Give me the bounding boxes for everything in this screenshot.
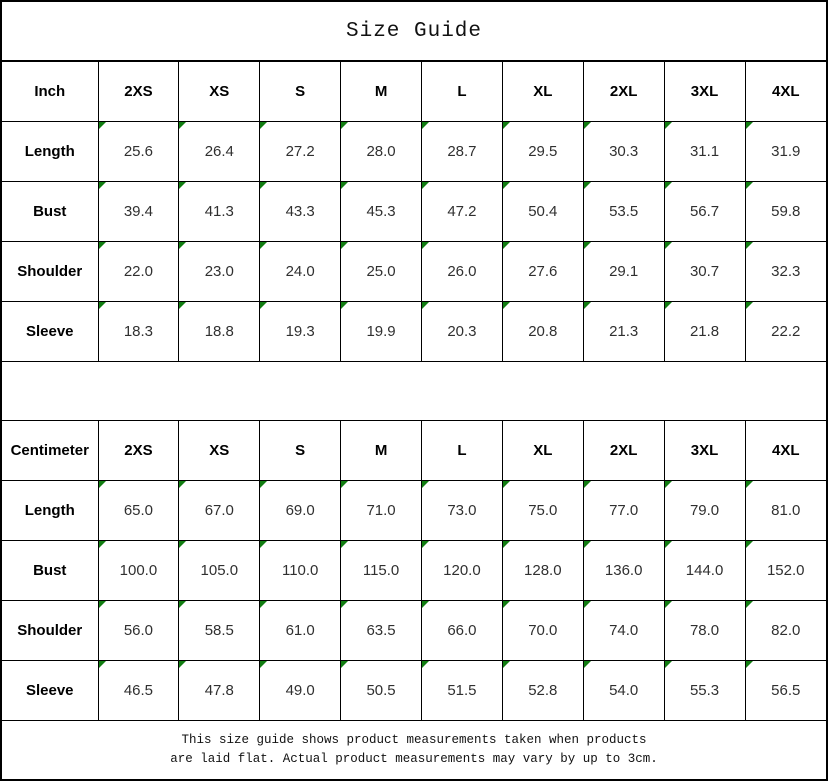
size-value-cell xyxy=(422,302,503,362)
size-value-cell xyxy=(341,182,422,242)
size-value-cell xyxy=(502,122,583,182)
corner-marker-icon xyxy=(503,661,510,668)
size-header-cell: M xyxy=(341,421,422,481)
size-value-text: 25.6 xyxy=(123,143,154,160)
size-value-text: 22.0 xyxy=(123,263,154,280)
corner-marker-icon xyxy=(746,541,753,548)
size-value-cell xyxy=(745,481,826,541)
size-value-text: 43.3 xyxy=(285,203,315,220)
corner-marker-icon xyxy=(179,302,186,309)
size-value-cell xyxy=(98,302,179,362)
corner-marker-icon xyxy=(260,601,267,608)
size-value-cell xyxy=(179,122,260,182)
corner-marker-icon xyxy=(179,122,186,129)
size-value-cell xyxy=(745,541,826,601)
measurement-row xyxy=(2,481,826,541)
size-header-cell: S xyxy=(260,62,341,122)
size-value-cell xyxy=(583,122,664,182)
size-value-cell xyxy=(664,661,745,721)
size-value-cell xyxy=(179,601,260,661)
size-value-cell xyxy=(260,481,341,541)
size-value-cell xyxy=(422,242,503,302)
corner-marker-icon xyxy=(179,481,186,488)
corner-marker-icon xyxy=(665,541,672,548)
corner-marker-icon xyxy=(584,182,591,189)
footer-note-line2: are laid flat. Actual product measurements may vary by up to 3cm. xyxy=(170,752,658,766)
size-value-cell xyxy=(98,182,179,242)
size-value-cell xyxy=(341,122,422,182)
size-value-text: 28.0 xyxy=(366,143,396,160)
size-value-cell xyxy=(179,541,260,601)
size-value-text: 29.5 xyxy=(528,143,558,160)
measurement-row xyxy=(2,122,826,182)
size-header-cell: XS xyxy=(179,62,260,122)
corner-marker-icon xyxy=(422,541,429,548)
size-value-text: 67.0 xyxy=(204,502,234,519)
size-value-text: 47.2 xyxy=(447,203,477,220)
corner-marker-icon xyxy=(422,481,429,488)
size-value-cell xyxy=(260,302,341,362)
size-value-text: 30.3 xyxy=(609,143,639,160)
size-value-text: 25.0 xyxy=(366,263,396,280)
size-value-cell xyxy=(745,182,826,242)
size-value-text: 71.0 xyxy=(366,502,396,519)
size-value-text: 50.5 xyxy=(366,682,396,699)
corner-marker-icon xyxy=(665,601,672,608)
size-value-text: 31.1 xyxy=(689,143,720,160)
size-header-cell: 2XS xyxy=(98,421,179,481)
size-value-cell xyxy=(179,242,260,302)
size-value-text: 20.8 xyxy=(528,323,558,340)
corner-marker-icon xyxy=(503,182,510,189)
size-value-cell xyxy=(664,481,745,541)
measurement-row xyxy=(2,601,826,661)
size-value-cell xyxy=(422,601,503,661)
size-value-cell xyxy=(422,122,503,182)
size-value-cell xyxy=(745,601,826,661)
corner-marker-icon xyxy=(341,242,348,249)
size-value-text: 115.0 xyxy=(362,562,400,579)
size-value-text: 26.0 xyxy=(447,263,477,280)
corner-marker-icon xyxy=(260,302,267,309)
size-value-cell xyxy=(341,242,422,302)
size-value-text: 22.2 xyxy=(771,323,801,340)
size-header-cell: 4XL xyxy=(745,421,826,481)
corner-marker-icon xyxy=(99,182,106,189)
size-value-text: 32.3 xyxy=(771,263,801,280)
size-value-text: 120.0 xyxy=(443,562,481,579)
corner-marker-icon xyxy=(503,302,510,309)
size-value-cell xyxy=(502,481,583,541)
corner-marker-icon xyxy=(746,601,753,608)
corner-marker-icon xyxy=(422,661,429,668)
corner-marker-icon xyxy=(665,481,672,488)
size-value-cell xyxy=(502,601,583,661)
size-value-cell xyxy=(422,182,503,242)
size-value-cell xyxy=(422,541,503,601)
size-table-inch xyxy=(2,61,826,362)
corner-marker-icon xyxy=(99,481,106,488)
size-value-text: 81.0 xyxy=(771,502,801,519)
size-header-cell: 2XS xyxy=(98,62,179,122)
size-value-cell xyxy=(260,661,341,721)
footer-note-line1: This size guide shows product measurements taken when products xyxy=(181,733,647,748)
corner-marker-icon xyxy=(260,242,267,249)
size-value-cell xyxy=(583,302,664,362)
size-header-cell: L xyxy=(422,62,503,122)
corner-marker-icon xyxy=(584,242,591,249)
corner-marker-icon xyxy=(746,242,753,249)
corner-marker-icon xyxy=(179,541,186,548)
size-value-text: 50.4 xyxy=(528,203,558,220)
size-value-cell xyxy=(260,122,341,182)
corner-marker-icon xyxy=(99,122,106,129)
size-header-cell: 4XL xyxy=(745,62,826,122)
corner-marker-icon xyxy=(422,601,429,608)
size-value-text: 73.0 xyxy=(447,502,477,519)
size-value-cell xyxy=(98,122,179,182)
size-value-cell xyxy=(341,302,422,362)
corner-marker-icon xyxy=(584,481,591,488)
size-value-text: 46.5 xyxy=(123,682,154,699)
corner-marker-icon xyxy=(99,601,106,608)
size-value-text: 27.2 xyxy=(285,143,315,160)
size-value-cell xyxy=(260,182,341,242)
size-header-row xyxy=(2,421,826,481)
corner-marker-icon xyxy=(179,182,186,189)
size-value-text: 39.4 xyxy=(123,203,154,220)
size-value-text: 69.0 xyxy=(285,502,315,519)
corner-marker-icon xyxy=(503,481,510,488)
corner-marker-icon xyxy=(341,182,348,189)
corner-marker-icon xyxy=(341,601,348,608)
size-header-cell: M xyxy=(341,62,422,122)
size-value-text: 54.0 xyxy=(609,682,639,699)
size-value-cell xyxy=(502,302,583,362)
measurement-row xyxy=(2,541,826,601)
row-label-cell: Sleeve xyxy=(2,661,98,721)
corner-marker-icon xyxy=(746,481,753,488)
size-header-cell: 2XL xyxy=(583,421,664,481)
size-value-text: 52.8 xyxy=(528,682,558,699)
size-value-cell xyxy=(98,541,179,601)
size-value-text: 59.8 xyxy=(771,203,801,220)
row-label-cell: Sleeve xyxy=(2,302,98,362)
corner-marker-icon xyxy=(341,122,348,129)
measurement-row xyxy=(2,661,826,721)
size-header-cell: 2XL xyxy=(583,62,664,122)
size-value-cell xyxy=(179,302,260,362)
size-value-text: 29.1 xyxy=(609,263,639,280)
measurement-row xyxy=(2,182,826,242)
size-header-cell: L xyxy=(422,421,503,481)
size-value-text: 24.0 xyxy=(285,263,315,280)
measurement-row xyxy=(2,242,826,302)
corner-marker-icon xyxy=(665,182,672,189)
size-value-cell xyxy=(664,302,745,362)
size-value-text: 128.0 xyxy=(524,562,562,579)
row-label-cell: Length xyxy=(2,481,98,541)
size-value-cell xyxy=(664,242,745,302)
corner-marker-icon xyxy=(260,661,267,668)
measurement-row xyxy=(2,302,826,362)
size-value-text: 70.0 xyxy=(528,622,558,639)
size-value-text: 79.0 xyxy=(689,502,720,519)
corner-marker-icon xyxy=(99,242,106,249)
corner-marker-icon xyxy=(260,122,267,129)
size-value-text: 47.8 xyxy=(204,682,234,699)
size-value-text: 100.0 xyxy=(119,562,158,579)
size-value-cell xyxy=(422,661,503,721)
size-value-cell xyxy=(260,601,341,661)
size-value-text: 41.3 xyxy=(204,203,234,220)
size-value-cell xyxy=(664,122,745,182)
corner-marker-icon xyxy=(503,242,510,249)
size-value-cell xyxy=(583,541,664,601)
size-value-cell xyxy=(98,242,179,302)
size-value-cell xyxy=(341,541,422,601)
size-value-text: 21.3 xyxy=(609,323,639,340)
size-value-text: 27.6 xyxy=(528,263,558,280)
size-header-cell: S xyxy=(260,421,341,481)
size-value-text: 74.0 xyxy=(609,622,639,639)
size-value-cell xyxy=(583,601,664,661)
size-value-text: 45.3 xyxy=(366,203,396,220)
corner-marker-icon xyxy=(665,122,672,129)
size-value-cell xyxy=(583,481,664,541)
size-value-cell xyxy=(583,182,664,242)
size-value-cell xyxy=(664,541,745,601)
size-value-text: 63.5 xyxy=(366,622,396,639)
size-value-cell xyxy=(745,122,826,182)
size-header-cell: XL xyxy=(502,62,583,122)
corner-marker-icon xyxy=(584,601,591,608)
size-value-text: 26.4 xyxy=(204,143,234,160)
size-header-row xyxy=(2,62,826,122)
corner-marker-icon xyxy=(260,481,267,488)
row-label-cell: Length xyxy=(2,122,98,182)
corner-marker-icon xyxy=(341,481,348,488)
size-value-text: 136.0 xyxy=(604,562,643,579)
size-value-cell xyxy=(179,182,260,242)
corner-marker-icon xyxy=(584,122,591,129)
size-value-text: 58.5 xyxy=(204,622,234,639)
size-value-text: 19.3 xyxy=(285,323,315,340)
corner-marker-icon xyxy=(422,122,429,129)
corner-marker-icon xyxy=(341,661,348,668)
unit-header-cell: Centimeter xyxy=(2,421,98,481)
size-value-cell xyxy=(745,302,826,362)
corner-marker-icon xyxy=(422,182,429,189)
row-label-cell: Bust xyxy=(2,541,98,601)
corner-marker-icon xyxy=(665,302,672,309)
size-value-cell xyxy=(502,182,583,242)
corner-marker-icon xyxy=(503,601,510,608)
unit-header-cell: Inch xyxy=(2,62,98,122)
size-value-cell xyxy=(583,242,664,302)
size-value-text: 65.0 xyxy=(123,502,154,519)
corner-marker-icon xyxy=(746,302,753,309)
corner-marker-icon xyxy=(260,182,267,189)
corner-marker-icon xyxy=(99,661,106,668)
footer-note xyxy=(2,721,826,779)
corner-marker-icon xyxy=(341,302,348,309)
size-value-text: 18.3 xyxy=(123,323,154,340)
corner-marker-icon xyxy=(665,661,672,668)
size-header-cell: XS xyxy=(179,421,260,481)
corner-marker-icon xyxy=(99,541,106,548)
row-label-cell: Shoulder xyxy=(2,242,98,302)
row-label-cell: Shoulder xyxy=(2,601,98,661)
size-value-text: 56.0 xyxy=(123,622,154,639)
corner-marker-icon xyxy=(341,541,348,548)
corner-marker-icon xyxy=(260,541,267,548)
corner-marker-icon xyxy=(179,661,186,668)
corner-marker-icon xyxy=(584,661,591,668)
size-value-text: 23.0 xyxy=(204,263,234,280)
size-value-text: 18.8 xyxy=(204,323,234,340)
corner-marker-icon xyxy=(746,182,753,189)
row-label-cell: Bust xyxy=(2,182,98,242)
size-value-cell xyxy=(502,661,583,721)
corner-marker-icon xyxy=(503,541,510,548)
size-value-text: 61.0 xyxy=(285,622,315,639)
size-value-text: 19.9 xyxy=(366,323,396,340)
size-value-text: 77.0 xyxy=(609,502,639,519)
size-value-cell xyxy=(179,481,260,541)
corner-marker-icon xyxy=(746,122,753,129)
size-value-text: 105.0 xyxy=(200,562,239,579)
corner-marker-icon xyxy=(665,242,672,249)
size-value-cell xyxy=(98,481,179,541)
size-value-cell xyxy=(502,242,583,302)
size-value-text: 56.7 xyxy=(689,203,720,220)
size-value-text: 51.5 xyxy=(447,682,477,699)
size-value-cell xyxy=(179,661,260,721)
size-value-cell xyxy=(341,661,422,721)
size-table-centimeter xyxy=(2,420,826,721)
corner-marker-icon xyxy=(422,302,429,309)
size-header-cell: 3XL xyxy=(664,62,745,122)
size-value-cell xyxy=(422,481,503,541)
size-value-text: 152.0 xyxy=(766,562,805,579)
size-value-text: 28.7 xyxy=(447,143,477,160)
corner-marker-icon xyxy=(422,242,429,249)
size-value-cell xyxy=(260,242,341,302)
corner-marker-icon xyxy=(584,541,591,548)
corner-marker-icon xyxy=(503,122,510,129)
size-value-cell xyxy=(745,242,826,302)
size-value-text: 53.5 xyxy=(609,203,639,220)
size-value-text: 78.0 xyxy=(689,622,720,639)
size-value-text: 110.0 xyxy=(281,562,319,579)
page-title: Size Guide xyxy=(2,2,826,61)
size-value-cell xyxy=(98,661,179,721)
size-value-cell xyxy=(502,541,583,601)
size-value-text: 82.0 xyxy=(771,622,801,639)
size-value-text: 31.9 xyxy=(771,143,801,160)
size-value-text: 75.0 xyxy=(528,502,558,519)
corner-marker-icon xyxy=(746,661,753,668)
size-value-text: 30.7 xyxy=(689,263,720,280)
size-value-cell xyxy=(260,541,341,601)
size-value-text: 66.0 xyxy=(447,622,477,639)
size-value-text: 56.5 xyxy=(771,682,801,699)
size-value-cell xyxy=(745,661,826,721)
size-value-cell xyxy=(583,661,664,721)
corner-marker-icon xyxy=(99,302,106,309)
size-header-cell: XL xyxy=(502,421,583,481)
corner-marker-icon xyxy=(584,302,591,309)
size-value-cell xyxy=(341,481,422,541)
size-value-cell xyxy=(664,182,745,242)
size-value-text: 20.3 xyxy=(447,323,477,340)
size-value-text: 55.3 xyxy=(689,682,720,699)
size-value-cell xyxy=(341,601,422,661)
size-value-cell xyxy=(664,601,745,661)
size-value-text: 49.0 xyxy=(285,682,315,699)
size-header-cell: 3XL xyxy=(664,421,745,481)
size-value-text: 21.8 xyxy=(689,323,720,340)
corner-marker-icon xyxy=(179,601,186,608)
size-value-text: 144.0 xyxy=(685,562,724,579)
corner-marker-icon xyxy=(179,242,186,249)
size-value-cell xyxy=(98,601,179,661)
table-gap xyxy=(2,362,826,420)
